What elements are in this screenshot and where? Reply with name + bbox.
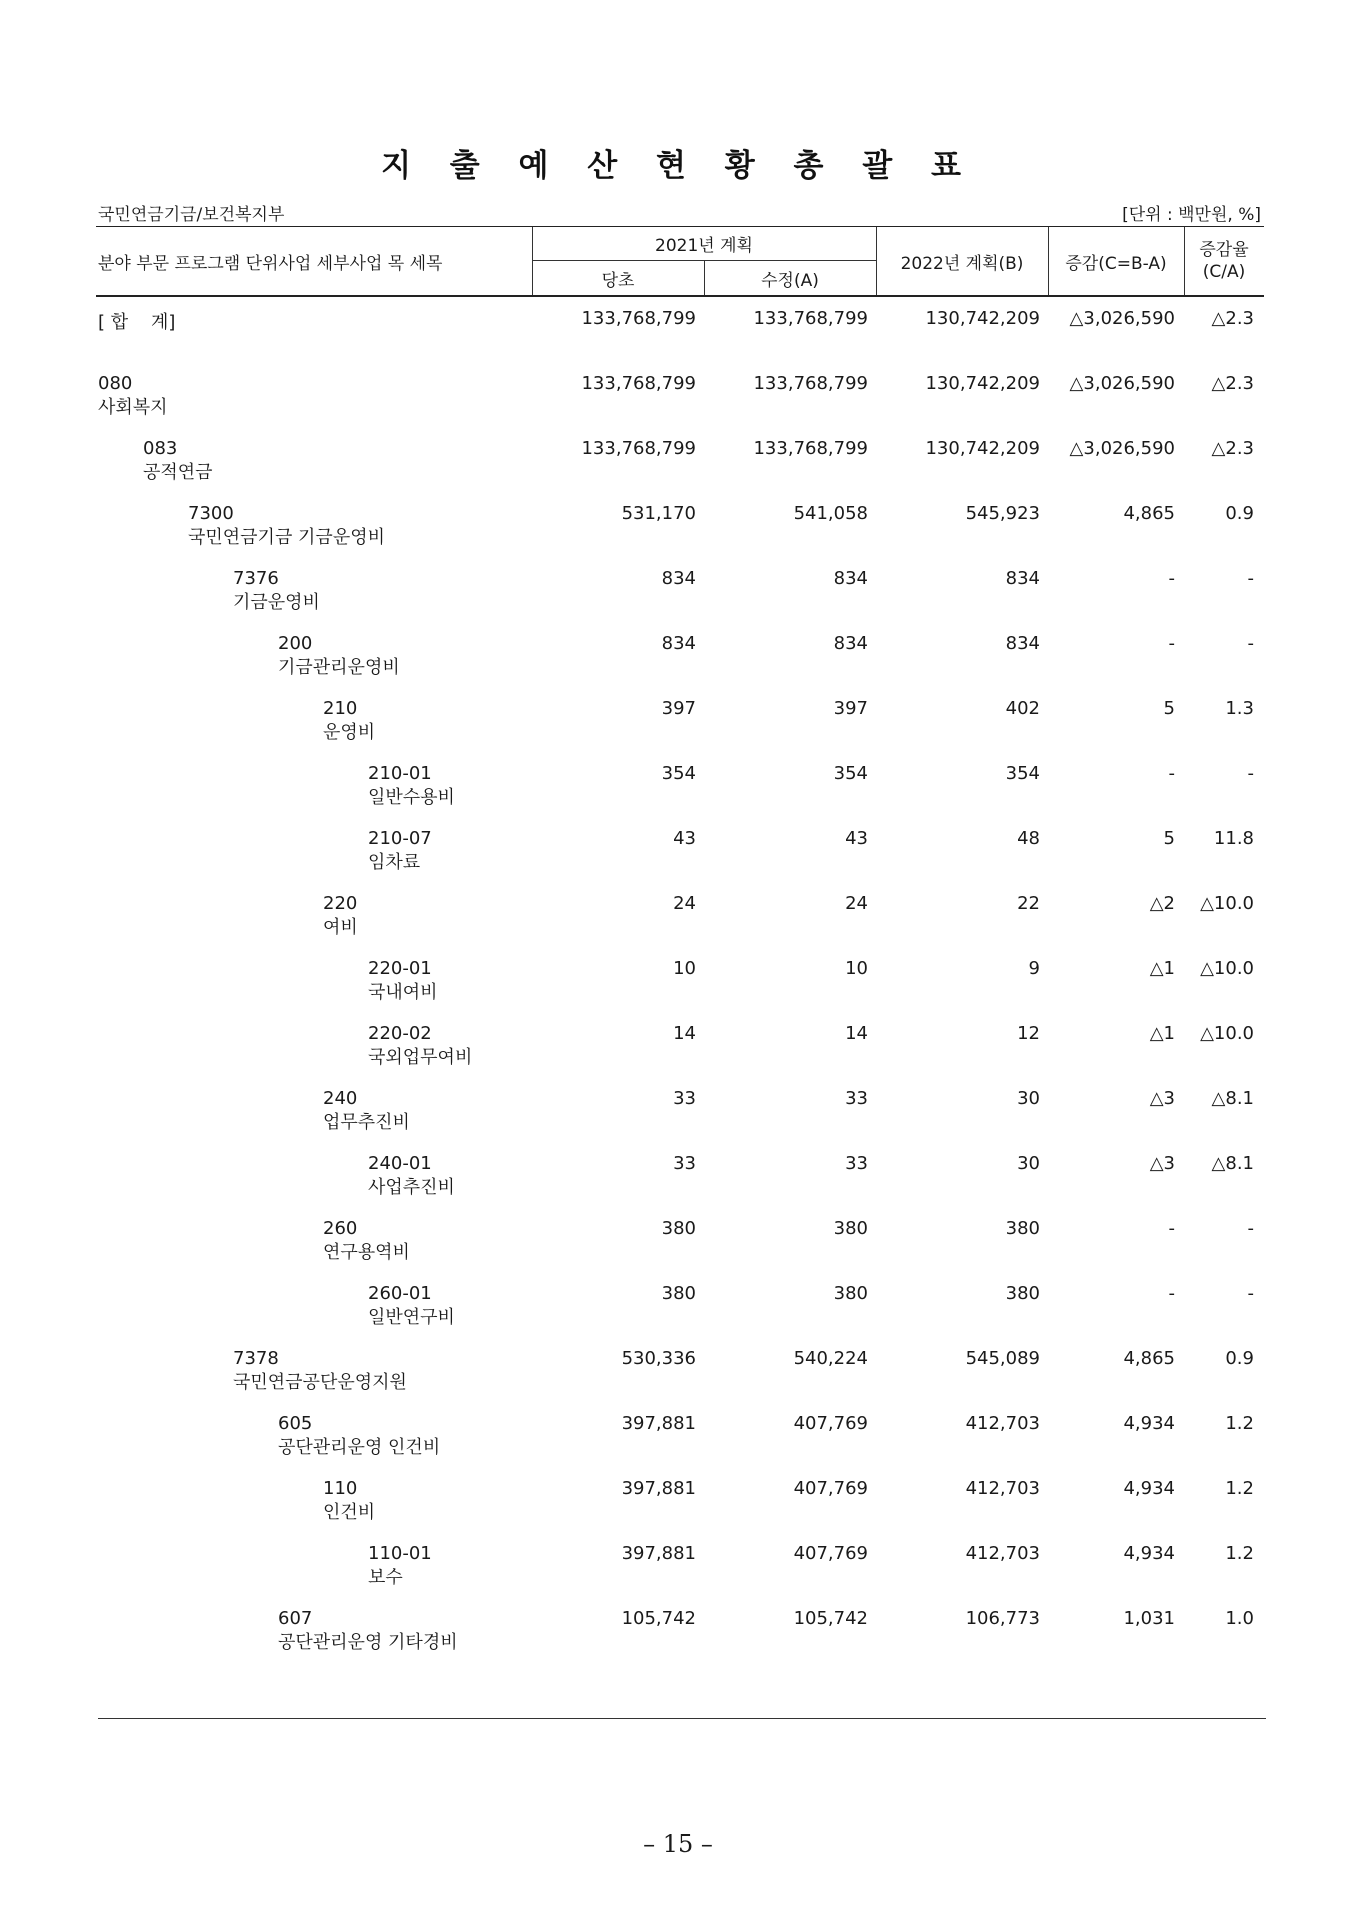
cell-plan: 354 — [1005, 763, 1040, 784]
row-label: 공단관리운영 인건비 — [278, 1437, 441, 1458]
row-code: 200 — [278, 633, 313, 654]
cell-original: 105,742 — [621, 1608, 696, 1629]
row-label: 업무추진비 — [323, 1112, 410, 1133]
cell-rate: △8.1 — [1211, 1153, 1254, 1174]
row-code: 240 — [323, 1088, 358, 1109]
cell-original: 530,336 — [621, 1348, 696, 1369]
row-label: 일반수용비 — [368, 787, 455, 808]
cell-plan: 412,703 — [965, 1478, 1040, 1499]
header-revised: 수정(A) — [761, 270, 819, 291]
row-label: 공단관리운영 기타경비 — [278, 1632, 458, 1653]
cell-plan: 130,742,209 — [925, 373, 1040, 394]
table-row — [96, 503, 1264, 563]
table-row — [96, 373, 1264, 433]
cell-revised: 10 — [845, 958, 868, 979]
cell-plan: 130,742,209 — [925, 308, 1040, 329]
cell-rate: △10.0 — [1200, 893, 1254, 914]
cell-change: △1 — [1149, 1023, 1175, 1044]
cell-revised: 834 — [833, 568, 868, 589]
header-original: 당초 — [601, 270, 635, 291]
cell-original: 380 — [661, 1283, 696, 1304]
row-code: 260-01 — [368, 1283, 432, 1304]
row-label: 보수 — [368, 1567, 403, 1588]
cell-revised: 33 — [845, 1153, 868, 1174]
table-row — [96, 1283, 1264, 1343]
cell-plan: 130,742,209 — [925, 438, 1040, 459]
cell-revised: 540,224 — [793, 1348, 868, 1369]
row-label: 기금관리운영비 — [278, 657, 400, 678]
table-row — [96, 828, 1264, 888]
table-row — [96, 1088, 1264, 1148]
cell-rate: △2.3 — [1211, 308, 1254, 329]
cell-revised: 407,769 — [793, 1413, 868, 1434]
page-title: 지 출 예 산 현 황 총 괄 표 — [381, 148, 975, 184]
table-row — [96, 1543, 1264, 1603]
table-row — [96, 1348, 1264, 1408]
row-label: 일반연구비 — [368, 1307, 455, 1328]
table-row — [96, 1413, 1264, 1473]
cell-rate: △10.0 — [1200, 958, 1254, 979]
row-label: 임차료 — [368, 852, 421, 873]
cell-original: 133,768,799 — [581, 438, 696, 459]
row-code: [ 합 계] — [98, 312, 176, 333]
table-row — [96, 568, 1264, 628]
row-label: 사회복지 — [98, 397, 168, 418]
row-code: 607 — [278, 1608, 313, 1629]
cell-rate: - — [1247, 633, 1254, 654]
cell-change: △3 — [1149, 1088, 1175, 1109]
cell-rate: 0.9 — [1225, 503, 1254, 524]
table-row — [96, 1218, 1264, 1278]
cell-change: 4,934 — [1123, 1413, 1175, 1434]
cell-change: 4,934 — [1123, 1543, 1175, 1564]
cell-plan: 545,089 — [965, 1348, 1040, 1369]
cell-revised: 541,058 — [793, 503, 868, 524]
cell-rate: △2.3 — [1211, 373, 1254, 394]
cell-original: 397,881 — [621, 1543, 696, 1564]
cell-change: △3,026,590 — [1069, 308, 1175, 329]
header-rate-bottom: (C/A) — [1202, 262, 1246, 282]
row-label: 인건비 — [323, 1502, 376, 1523]
cell-original: 133,768,799 — [581, 308, 696, 329]
row-code: 240-01 — [368, 1153, 432, 1174]
cell-rate: 1.0 — [1225, 1608, 1254, 1629]
row-code: 605 — [278, 1413, 313, 1434]
cell-rate: 11.8 — [1213, 828, 1254, 849]
table-row — [96, 438, 1264, 498]
unit-label: [단위 : 백만원, %] — [1122, 205, 1261, 225]
cell-revised: 105,742 — [793, 1608, 868, 1629]
cell-rate: - — [1247, 1218, 1254, 1239]
page-number: – 15 – — [643, 1830, 713, 1858]
table-row — [96, 698, 1264, 758]
table-row — [96, 1478, 1264, 1538]
cell-change: △3,026,590 — [1069, 373, 1175, 394]
cell-original: 354 — [661, 763, 696, 784]
cell-original: 24 — [673, 893, 696, 914]
row-label: 공적연금 — [143, 462, 213, 483]
cell-revised: 133,768,799 — [753, 373, 868, 394]
row-label: 여비 — [323, 917, 358, 938]
cell-rate: - — [1247, 1283, 1254, 1304]
row-code: 7300 — [188, 503, 234, 524]
row-code: 220-02 — [368, 1023, 432, 1044]
cell-revised: 133,768,799 — [753, 308, 868, 329]
header-rate-top: 증감율 — [1199, 240, 1249, 260]
row-code: 110 — [323, 1478, 358, 1499]
table-row — [96, 1608, 1264, 1668]
cell-plan: 9 — [1028, 958, 1040, 979]
table-row — [96, 1023, 1264, 1083]
table-row — [96, 763, 1264, 823]
row-code: 7378 — [233, 1348, 279, 1369]
cell-plan: 380 — [1005, 1218, 1040, 1239]
cell-revised: 407,769 — [793, 1543, 868, 1564]
cell-change: - — [1168, 1283, 1175, 1304]
table-header — [96, 226, 1264, 297]
row-label: 국민연금공단운영지원 — [233, 1372, 407, 1393]
cell-plan: 834 — [1005, 633, 1040, 654]
cell-revised: 380 — [833, 1218, 868, 1239]
row-code: 220-01 — [368, 958, 432, 979]
cell-change: 1,031 — [1123, 1608, 1175, 1629]
cell-rate: △10.0 — [1200, 1023, 1254, 1044]
cell-change: △1 — [1149, 958, 1175, 979]
cell-rate: 1.3 — [1225, 698, 1254, 719]
header-classification: 분야 부문 프로그램 단위사업 세부사업 목 세목 — [98, 253, 443, 274]
cell-original: 380 — [661, 1218, 696, 1239]
cell-plan: 22 — [1017, 893, 1040, 914]
header-year2021: 2021년 계획 — [655, 235, 753, 256]
cell-change: 4,865 — [1123, 503, 1175, 524]
cell-original: 33 — [673, 1088, 696, 1109]
header-change: 증감(C=B-A) — [1065, 253, 1167, 274]
cell-revised: 14 — [845, 1023, 868, 1044]
cell-original: 397,881 — [621, 1413, 696, 1434]
table-row — [96, 633, 1264, 693]
cell-original: 397 — [661, 698, 696, 719]
cell-change: 5 — [1163, 828, 1175, 849]
cell-rate: - — [1247, 763, 1254, 784]
header-rate — [1184, 227, 1264, 295]
cell-change: △3,026,590 — [1069, 438, 1175, 459]
cell-original: 10 — [673, 958, 696, 979]
row-label: 기금운영비 — [233, 592, 320, 613]
organization-label: 국민연금기금/보건복지부 — [98, 205, 285, 225]
cell-change: △2 — [1149, 893, 1175, 914]
cell-plan: 48 — [1017, 828, 1040, 849]
cell-change: 4,865 — [1123, 1348, 1175, 1369]
cell-rate: 1.2 — [1225, 1413, 1254, 1434]
cell-revised: 407,769 — [793, 1478, 868, 1499]
bottom-rule — [98, 1718, 1266, 1719]
row-label: 사업추진비 — [368, 1177, 455, 1198]
cell-revised: 354 — [833, 763, 868, 784]
cell-rate: △2.3 — [1211, 438, 1254, 459]
cell-change: - — [1168, 763, 1175, 784]
row-code: 080 — [98, 373, 133, 394]
cell-plan: 30 — [1017, 1088, 1040, 1109]
cell-original: 834 — [661, 633, 696, 654]
row-code: 210-07 — [368, 828, 432, 849]
cell-original: 33 — [673, 1153, 696, 1174]
cell-change: 4,934 — [1123, 1478, 1175, 1499]
row-code: 7376 — [233, 568, 279, 589]
cell-plan: 380 — [1005, 1283, 1040, 1304]
cell-rate: 0.9 — [1225, 1348, 1254, 1369]
cell-original: 531,170 — [621, 503, 696, 524]
row-code: 110-01 — [368, 1543, 432, 1564]
cell-change: - — [1168, 568, 1175, 589]
row-label: 국내여비 — [368, 982, 438, 1003]
cell-original: 43 — [673, 828, 696, 849]
cell-rate: - — [1247, 568, 1254, 589]
cell-change: - — [1168, 633, 1175, 654]
cell-rate: 1.2 — [1225, 1478, 1254, 1499]
row-code: 083 — [143, 438, 178, 459]
table-row — [96, 893, 1264, 953]
cell-plan: 30 — [1017, 1153, 1040, 1174]
cell-rate: 1.2 — [1225, 1543, 1254, 1564]
row-code: 260 — [323, 1218, 358, 1239]
cell-change: 5 — [1163, 698, 1175, 719]
cell-original: 133,768,799 — [581, 373, 696, 394]
cell-plan: 834 — [1005, 568, 1040, 589]
cell-original: 397,881 — [621, 1478, 696, 1499]
cell-plan: 106,773 — [965, 1608, 1040, 1629]
cell-revised: 33 — [845, 1088, 868, 1109]
cell-plan: 402 — [1005, 698, 1040, 719]
cell-revised: 397 — [833, 698, 868, 719]
table-row — [96, 308, 1264, 368]
cell-plan: 545,923 — [965, 503, 1040, 524]
row-code: 220 — [323, 893, 358, 914]
cell-change: - — [1168, 1218, 1175, 1239]
table-row — [96, 958, 1264, 1018]
cell-revised: 834 — [833, 633, 868, 654]
cell-change: △3 — [1149, 1153, 1175, 1174]
table-row — [96, 1153, 1264, 1213]
row-label: 국민연금기금 기금운영비 — [188, 527, 385, 548]
row-label: 연구용역비 — [323, 1242, 410, 1263]
cell-plan: 12 — [1017, 1023, 1040, 1044]
cell-revised: 380 — [833, 1283, 868, 1304]
cell-revised: 43 — [845, 828, 868, 849]
cell-plan: 412,703 — [965, 1543, 1040, 1564]
cell-plan: 412,703 — [965, 1413, 1040, 1434]
row-code: 210-01 — [368, 763, 432, 784]
cell-original: 14 — [673, 1023, 696, 1044]
cell-revised: 133,768,799 — [753, 438, 868, 459]
cell-original: 834 — [661, 568, 696, 589]
row-code: 210 — [323, 698, 358, 719]
row-label: 운영비 — [323, 722, 376, 743]
cell-rate: △8.1 — [1211, 1088, 1254, 1109]
header-plan2022: 2022년 계획(B) — [900, 253, 1024, 274]
cell-revised: 24 — [845, 893, 868, 914]
row-label: 국외업무여비 — [368, 1047, 473, 1068]
